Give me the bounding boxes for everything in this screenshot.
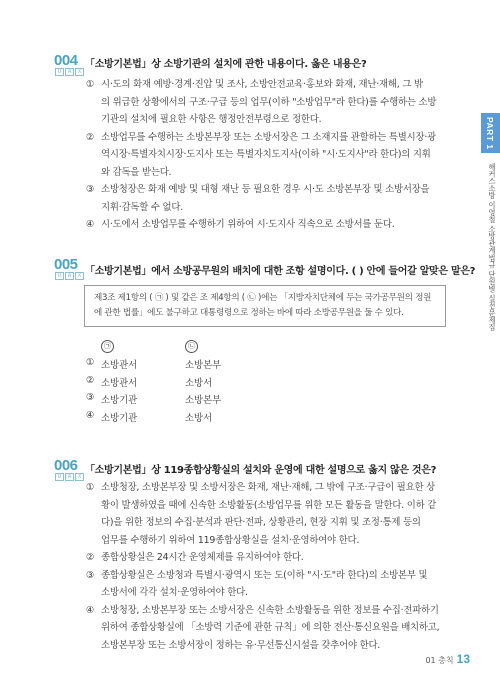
page-number: 13 bbox=[456, 652, 470, 666]
question-text-005: 「소방기본법」에서 소방공무원의 배치에 대한 조항 설명이다. ( ) 안에 들어갈 알맞은 말은? bbox=[85, 266, 476, 277]
box-line-2: 에 관한 법률」에도 불구하고 대통령령으로 정하는 바에 따라 소방공무원을 둘 수 있다. bbox=[94, 308, 404, 318]
table-header bbox=[86, 338, 266, 356]
check-a[interactable]: A bbox=[65, 68, 74, 76]
check-o[interactable]: O bbox=[55, 272, 64, 280]
option-4: ④ 소방청장, 소방본부장 또는 소방서장은 신속한 소방활동을 위한 정보를 수집·전파하기 위하여 종합상황실에 「소방력 기준에 관한 규칙」에 의한 전산·통신요원을 배치하고, 소방본부장 또는 소방서장이 정하는 유·무선통신시설을 갖추어야 한다. bbox=[86, 604, 440, 651]
options-006 bbox=[86, 479, 456, 654]
book-title-vertical: 해커스소방 이영철 소방관계법규 단원별 실전문제집 bbox=[488, 163, 497, 331]
check-x[interactable]: X bbox=[75, 473, 84, 481]
check-x[interactable]: X bbox=[75, 68, 84, 76]
option-1: ① 소방청장, 소방본부장 및 소방서장은 화재, 재난·재해, 그 밖에 구조·구급이 필요한 상 황이 발생하였을 때에 신속한 소방활동(소방업무를 위한 모든 활동을 말한다. 이하 같 다)을 위한 정보의 수집·분석과 판단·전파, 상황관리, 현장 지휘 및 조정·통제 등의 업무를 수행하기 위하여 119종합상황실을 설치·운영하여야 한다. bbox=[86, 482, 437, 546]
check-a[interactable]: A bbox=[65, 473, 74, 481]
question-text-004: 「소방기본법」상 소방기관의 설치에 관한 내용이다. 옳은 내용은? bbox=[85, 59, 367, 70]
chapter-label: 01 총칙 bbox=[425, 656, 454, 665]
option-4: ④ 시·도에서 소방업무를 수행하기 위하여 시·도지사 직속으로 소방서를 둔다. bbox=[86, 219, 395, 230]
answer-table-005 bbox=[86, 338, 266, 426]
check-o[interactable]: O bbox=[55, 68, 64, 76]
check-x[interactable]: X bbox=[75, 272, 84, 280]
question-number-006: 006 bbox=[54, 457, 78, 474]
check-o[interactable]: O bbox=[55, 473, 64, 481]
ox-check-005[interactable] bbox=[55, 272, 85, 280]
option-3: ③ 종합상황실은 소방청과 특별시·광역시 또는 도(이하 "시·도"라 한다)의 소방본부 및 소방서에 각각 설치·운영하여야 한다. bbox=[86, 569, 428, 598]
col-a-header: ㉠ bbox=[101, 340, 114, 353]
question-text-006: 「소방기본법」상 119종합상황실의 설치와 운영에 대한 설명으로 옳지 않은 것은? bbox=[85, 465, 437, 476]
table-row: ① 소방관서 소방본부 bbox=[86, 357, 222, 372]
box-line-1: 제3조 제1항의 ( ㉠ ) 및 같은 조 제4항의 ( ㉡ )에는 「지방자치단체에 두는 국가공무원의 정원 bbox=[94, 293, 432, 303]
part-tab: PART 1 bbox=[481, 113, 500, 153]
table-row: ④ 소방기관 소방서 bbox=[86, 409, 213, 424]
option-2: ② 소방업무를 수행하는 소방본부장 또는 소방서장은 그 소재지를 관할하는 특별시장·광 역시장·특별자치시장·도지사 또는 특별자치도지사(이하 "시·도지사"라 한다)의 지휘 와 감독을 받는다. bbox=[86, 131, 436, 178]
question-number-005: 005 bbox=[54, 256, 78, 273]
question-box-005 bbox=[84, 285, 446, 327]
question-number-004: 004 bbox=[54, 52, 78, 69]
option-2: ② 종합상황실은 24시간 운영체제를 유지하여야 한다. bbox=[86, 552, 304, 563]
table-row: ③ 소방기관 소방본부 bbox=[86, 392, 222, 407]
check-a[interactable]: A bbox=[65, 272, 74, 280]
options-004 bbox=[86, 76, 456, 234]
ox-check-006[interactable] bbox=[55, 473, 85, 481]
page-footer bbox=[425, 652, 470, 666]
option-1: ① 시·도의 화재 예방·경계·진압 및 조사, 소방안전교육·홍보와 화재, 재난·재해, 그 밖 의 위급한 상황에서의 구조·구급 등의 업무(이하 "소방업무"라 한다)를 수행하는 소방 기관의 설치에 필요한 사항은 행정안전부령으로 정한다. bbox=[86, 79, 437, 125]
ox-check-004[interactable] bbox=[55, 68, 85, 76]
table-row: ② 소방관서 소방서 bbox=[86, 374, 213, 389]
option-3: ③ 소방청장은 화재 예방 및 대형 재난 등 필요한 경우 시·도 소방본부장 및 소방서장을 지휘·감독할 수 없다. bbox=[86, 184, 430, 213]
col-b-header: ㉡ bbox=[185, 340, 198, 353]
